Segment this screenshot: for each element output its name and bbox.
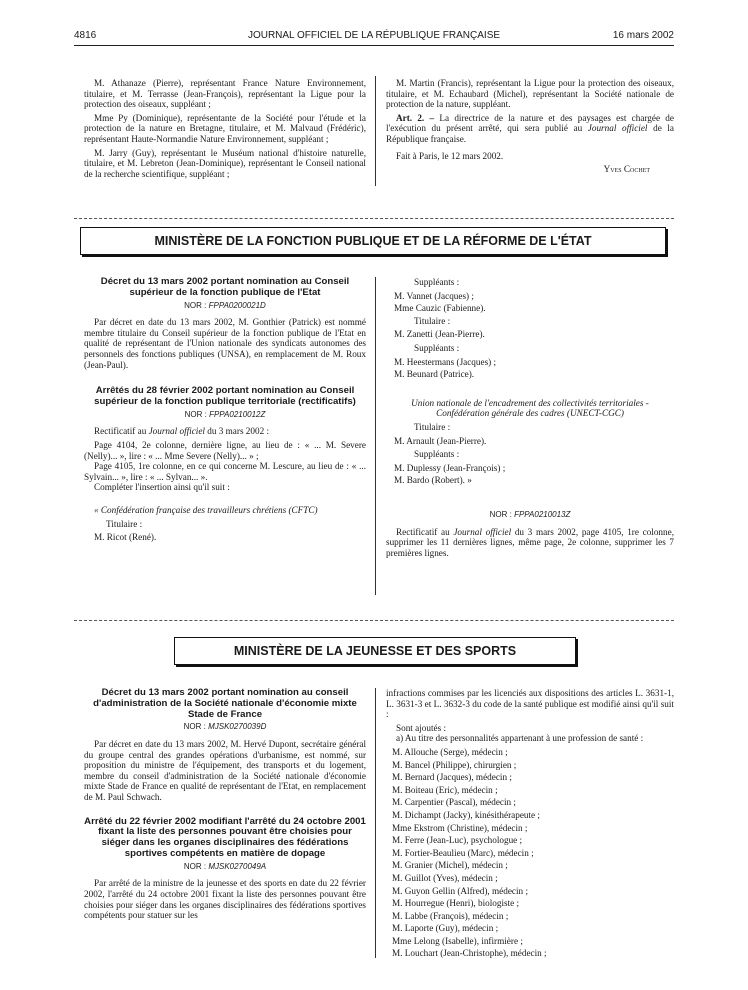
journal-ref: Journal officiel <box>148 426 205 437</box>
list-item: M. Allouche (Serge), médecin ; <box>392 746 508 757</box>
nor-code: FPPA0210013Z <box>514 509 571 519</box>
list-item: Mme Cauzic (Fabienne). <box>394 303 486 314</box>
page-number: 4816 <box>74 30 97 41</box>
list-item: M. Guyon Gellin (Alfred), médecin ; <box>392 885 528 896</box>
sont-ajoutes: Sont ajoutés : <box>396 722 447 733</box>
list-item: M. Bancel (Philippe), chirurgien ; <box>392 759 517 770</box>
decree-body: Par décret en date du 13 mars 2002, M. Hervé Dupont, secrétaire général du groupe central des grandes opérations d'urbanisme, est nommé, sur proposition du ministre de l'équipement, des transports et du logement, membre du conseil d'administration de la Société nationale d'économie mixte Stade de France en qualité de représentant de l'Etat, en remplacement de M. Paul Schwach. <box>84 738 366 802</box>
category-title: a) Au titre des personnalités appartenant à une profession de santé : <box>396 733 644 744</box>
top-right-column <box>386 78 674 178</box>
section-rule <box>74 218 674 219</box>
column-divider <box>375 76 376 186</box>
list-item: M. Guillot (Yves), médecin ; <box>392 872 498 883</box>
member-list <box>394 463 674 486</box>
ministry1-left-column <box>84 277 366 546</box>
nor-reference: NOR : MJSK0270049A <box>183 861 267 871</box>
list-item: M. Fortier-Beaulieu (Marc), médecin ; <box>392 847 534 858</box>
titulaire-label: Titulaire : <box>106 518 143 529</box>
ministry2-left-column <box>84 688 366 924</box>
nor-reference: NOR : FPPA0200021D <box>184 300 266 310</box>
list-item: M. Carpentier (Pascal), médecin ; <box>392 797 516 808</box>
article-text: La directrice de la nature et des paysages est chargée de l'exécution du présent arrêté, qui sera publié au <box>386 112 674 134</box>
list-item: M. Hourregue (Henri), biologiste ; <box>392 898 520 909</box>
suppleants-label: Suppléants : <box>414 277 460 287</box>
article-2 <box>386 113 674 145</box>
suppleants-label: Suppléants : <box>414 342 460 353</box>
column-divider <box>375 688 376 958</box>
journal-ref: Journal officiel <box>453 526 512 537</box>
section-rule <box>74 620 674 621</box>
column-divider <box>375 277 376 595</box>
list-item: M. Dichampt (Jacky), kinésithérapeute ; <box>392 809 540 820</box>
journal-ref: Journal officiel <box>587 123 648 134</box>
titulaire-label: Titulaire : <box>414 421 451 432</box>
nor-code: MJSK0270049A <box>208 861 267 871</box>
suppleants-label: Suppléants : <box>414 449 460 460</box>
nor-reference: NOR : FPPA0210012Z <box>184 409 266 419</box>
member-list <box>394 291 674 314</box>
list-item: M. Vannet (Jacques) ; <box>394 290 474 301</box>
list-item: M. Beunard (Patrice). <box>394 369 475 380</box>
nor-code: FPPA0200021D <box>208 300 266 310</box>
list-item: M. Bardo (Robert). » <box>394 475 472 486</box>
rectificatif-line: Compléter l'insertion ainsi qu'il suit : <box>94 482 230 493</box>
list-item: Mme Ekstrom (Christine), médecin ; <box>392 822 528 833</box>
top-left-column <box>84 78 366 182</box>
journal-title: JOURNAL OFFICIEL DE LA RÉPUBLIQUE FRANÇAISE <box>247 30 501 41</box>
decree-title: Décret du 13 mars 2002 portant nomination au Conseil supérieur de la fonction publique de l'Etat <box>100 276 350 298</box>
header-rule <box>74 45 674 46</box>
paragraph: M. Martin (Francis), représentant la Ligue pour la protection des oiseaux, titulaire, et M. Echaubard (Michel), représentant la Société nationale de protection de la nature, suppléant. <box>386 78 674 110</box>
decree-title: Décret du 13 mars 2002 portant nomination au conseil d'administration de la Société nationale d'économie mixte Stade de France <box>93 687 357 720</box>
cftc-heading: « Confédération française des travailleurs chrétiens (CFTC) <box>94 504 318 515</box>
ministry-banner: MINISTÈRE DE LA FONCTION PUBLIQUE ET DE LA RÉFORME DE L'ÉTAT <box>80 227 666 255</box>
article-text: de la République française. <box>386 123 674 144</box>
paragraph: Mme Py (Dominique), représentante de la Société pour l'étude et la protection de la nature en Bretagne, titulaire, et M. Malvaud (Frédéric), représentant Haute-Normandie Nature Environnement, suppléant ; <box>84 112 366 144</box>
list-item: M. Bernard (Jacques), médecin ; <box>392 772 512 783</box>
ministry-banner: MINISTÈRE DE LA JEUNESSE ET DES SPORTS <box>174 637 576 665</box>
decree-body: Par décret en date du 13 mars 2002, M. Gonthier (Patrick) est nommé membre titulaire du Conseil supérieur de la fonction publique de l'Etat en qualité de représentant de l'Union nationale des syndicats autonomes des personnels des fonctions publiques (UNSA), en remplacement de M. Roux (Jean-Paul). <box>84 317 366 370</box>
nor-reference: NOR : MJSK0270039D <box>183 722 267 732</box>
paragraph: M. Jarry (Guy), représentant le Muséum national d'histoire naturelle, titulaire, et M. Lebreton (Jean-Dominique), représentant le Conseil national de la recherche scientifique, suppléant ; <box>84 147 366 179</box>
ministry2-right-column <box>386 688 674 961</box>
ministry1-right-column <box>386 277 674 561</box>
rectificatif-2: Rectificatif au Journal officiel du 3 mars 2002, page 4105, 1re colonne, supprimer les 11 dernières lignes, même page, 2e colonne, supprimer les 7 premières lignes. <box>386 526 674 558</box>
arrete-body: Par arrêté de la ministre de la jeunesse et des sports en date du 22 février 2002, l'arrêté du 24 octobre 2001 fixant la liste des personnes pouvant être choisies pour siéger dans les organes disciplinaires des fédérations sportives compétents pour statuer sur les <box>84 878 366 921</box>
nor-code: MJSK0270039D <box>208 722 267 732</box>
article-label: Art. 2. – <box>396 112 435 123</box>
list-item: Mme Lelong (Isabelle), infirmière ; <box>392 935 523 946</box>
persons-list <box>392 747 674 959</box>
list-item: M. Laporte (Guy), médecin ; <box>392 923 499 934</box>
arretes-title: Arrêtés du 28 février 2002 portant nomination au Conseil supérieur de la fonction publique territoriale (rectificatifs) <box>94 385 356 407</box>
list-item: M. Duplessy (Jean-François) ; <box>394 462 506 473</box>
list-item: M. Boiteau (Eric), médecin ; <box>392 784 498 795</box>
list-item: M. Louchart (Jean-Christophe), médecin ; <box>392 948 547 959</box>
issue-date: 16 mars 2002 <box>612 30 674 41</box>
rectificatif-line: Page 4105, 1re colonne, en ce qui concerne M. Lescure, au lieu de : « ... Sylvain... », lire : « ... Sylvan... ». <box>84 461 366 482</box>
member-name: M. Ricot (René). <box>94 532 157 543</box>
nor-code: FPPA0210012Z <box>209 409 266 419</box>
member-name: M. Arnault (Jean-Pierre). <box>394 435 487 446</box>
rectificatif-line: Page 4104, 2e colonne, dernière ligne, au lieu de : « ... M. Severe (Nelly)... », lire : « ... Mme Severe (Nelly)... » ; <box>84 439 366 461</box>
titulaire-label: Titulaire : <box>414 315 451 326</box>
member-name: M. Zanetti (Jean-Pierre). <box>394 329 485 340</box>
list-item: M. Ferre (Jean-Luc), psychologue ; <box>392 835 523 846</box>
nor-reference: NOR : FPPA0210013Z <box>489 509 571 519</box>
unect-heading: Union nationale de l'encadrement des collectivités territoriales - Confédération générale des cadres (UNECT-CGC) <box>411 397 649 419</box>
fait-line: Fait à Paris, le 12 mars 2002. <box>396 150 504 161</box>
list-item: M. Labbe (François), médecin ; <box>392 910 509 921</box>
paragraph: M. Athanaze (Pierre), représentant France Nature Environnement, titulaire, et M. Terrasse (Jean-François), représentant la Ligue pour la protection des oiseaux, suppléant ; <box>84 78 366 110</box>
rectificatif-intro: Rectificatif au Journal officiel du 3 mars 2002 : <box>94 426 270 437</box>
member-list <box>394 357 674 380</box>
list-item: M. Granier (Michel), médecin ; <box>392 860 508 871</box>
paragraph: infractions commises par les licenciés aux dispositions des articles L. 3631-1, L. 3631-3 et L. 3632-3 du code de la santé publique est modifié ainsi qu'il suit : <box>386 688 674 720</box>
signature: Yves Cochet <box>603 164 650 175</box>
list-item: M. Heestermans (Jacques) ; <box>394 356 497 367</box>
arrete-title: Arrêté du 22 février 2002 modifiant l'arrêté du 24 octobre 2001 fixant la liste des personnes pouvant être choisies pour siéger dans les organes disciplinaires des fédérations sportives compétents en matière de dopage <box>84 815 366 859</box>
